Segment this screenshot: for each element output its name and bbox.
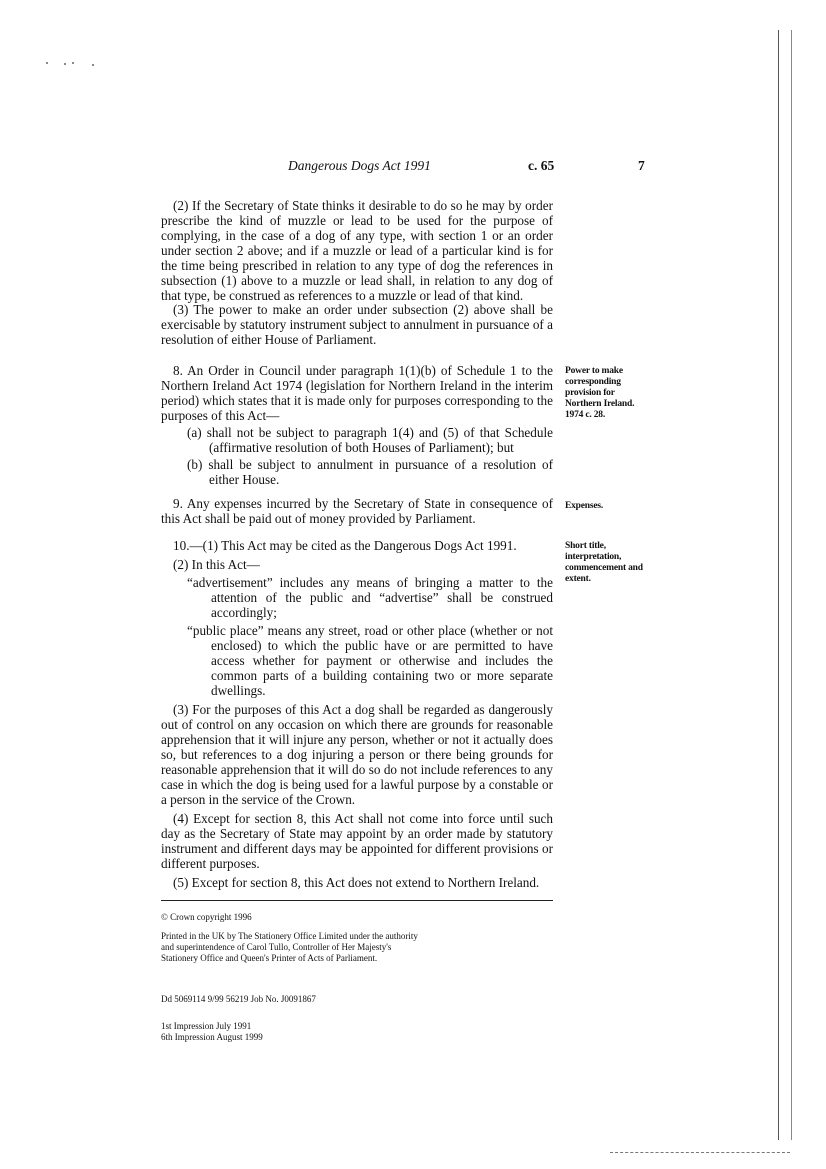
section-10-subsection-5: (5) Except for section 8, this Act does not extend to Northern Ireland.	[173, 875, 540, 890]
scan-speck	[92, 64, 94, 66]
margin-note-section-8: Power to make corresponding provision for Northern Ireland. 1974 c. 28.	[565, 366, 635, 420]
chapter-number: c. 65	[528, 158, 555, 173]
paragraph: (3) The power to make an order under subsection (2) above shall be exercisable by statutory instrument subject to annulment in pursuance of a resolution of either House of Parliament.	[161, 302, 553, 347]
section-10-subsection-1: 10.—(1) This Act may be cited as the Dangerous Dogs Act 1991.	[173, 538, 517, 553]
section-7-subsection-2	[161, 198, 553, 303]
margin-note-section-9: Expenses.	[565, 501, 604, 511]
page-number: 7	[638, 158, 645, 173]
section-9	[161, 496, 553, 526]
running-header	[160, 158, 660, 178]
act-title: Dangerous Dogs Act 1991	[288, 158, 431, 173]
binding-line	[791, 30, 792, 1140]
binding-line	[778, 30, 779, 1140]
section-10	[161, 538, 553, 890]
section-7-subsection-3	[161, 302, 553, 347]
scan-speck	[72, 62, 74, 64]
definition-public-place: “public place” means any street, road or other place (whether or not enclosed) to which the public have or are permitted to have access whether for payment or otherwise and includes the common parts of a building containing two or more separate dwellings.	[187, 623, 553, 698]
job-number-line: Dd 5069114 9/99 56219 Job No. J0091867	[161, 994, 316, 1004]
sixth-impression: 6th Impression August 1999	[161, 1032, 263, 1042]
divider-rule	[161, 900, 553, 901]
paragraph: (2) If the Secretary of State thinks it desirable to do so he may by order prescribe the kind of muzzle or lead to be used for the purpose of complying, in the case of a dog of any type, with section 1 or an order under section 2 above; and if a muzzle or lead of a particular kind is for the time being prescribed in relation to any type of dog the references in subsection (1) above to a muzzle or lead shall, in relation to any dog of that type, be construed as references to a muzzle or lead of that kind.	[161, 198, 553, 303]
section-8-item-b: (b) shall be subject to annulment in pursuance of a resolution of either House.	[187, 457, 553, 487]
margin-note-section-10: Short title, interpretation, commencement and extent.	[565, 541, 643, 584]
definition-advertisement: “advertisement” includes any means of bringing a matter to the attention of the public and “advertise” shall be construed accordingly;	[187, 575, 553, 620]
scan-speck	[46, 62, 48, 64]
section-10-subsection-2: (2) In this Act—	[173, 557, 260, 572]
copyright-notice: © Crown copyright 1996	[161, 912, 252, 922]
section-8-intro: 8. An Order in Council under paragraph 1(1)(b) of Schedule 1 to the Northern Ireland Act 1974 (legislation for Northern Ireland in the interim period) which states that it is made only for purposes corresponding to the purposes of this Act—	[161, 363, 553, 423]
scan-speck	[64, 63, 66, 65]
scan-edge	[610, 1152, 790, 1153]
section-8-item-a: (a) shall not be subject to paragraph 1(4) and (5) of that Schedule (affirmative resolution of both Houses of Parliament); but	[187, 425, 553, 455]
first-impression: 1st Impression July 1991	[161, 1021, 252, 1031]
printer-statement: Printed in the UK by The Stationery Office Limited under the authority and superintendence of Carol Tullo, Controller of Her Majesty's Stationery Office and Queen's Printer of Acts of Parliament.	[161, 931, 418, 963]
section-9-text: 9. Any expenses incurred by the Secretary of State in consequence of this Act shall be paid out of money provided by Parliament.	[161, 496, 553, 526]
section-10-subsection-3: (3) For the purposes of this Act a dog shall be regarded as dangerously out of control on any occasion on which there are grounds for reasonable apprehension that it will injure any person, whether or not it actually does so, but references to a dog injuring a person or there being grounds for reasonable apprehension that it will do so do not include references to any case in which the dog is being used for a lawful purpose by a constable or a person in the service of the Crown.	[161, 702, 553, 807]
section-8	[161, 363, 553, 487]
section-10-subsection-4: (4) Except for section 8, this Act shall not come into force until such day as the Secretary of State may appoint by an order made by statutory instrument and different days may be appointed for different provisions or different purposes.	[161, 811, 553, 871]
